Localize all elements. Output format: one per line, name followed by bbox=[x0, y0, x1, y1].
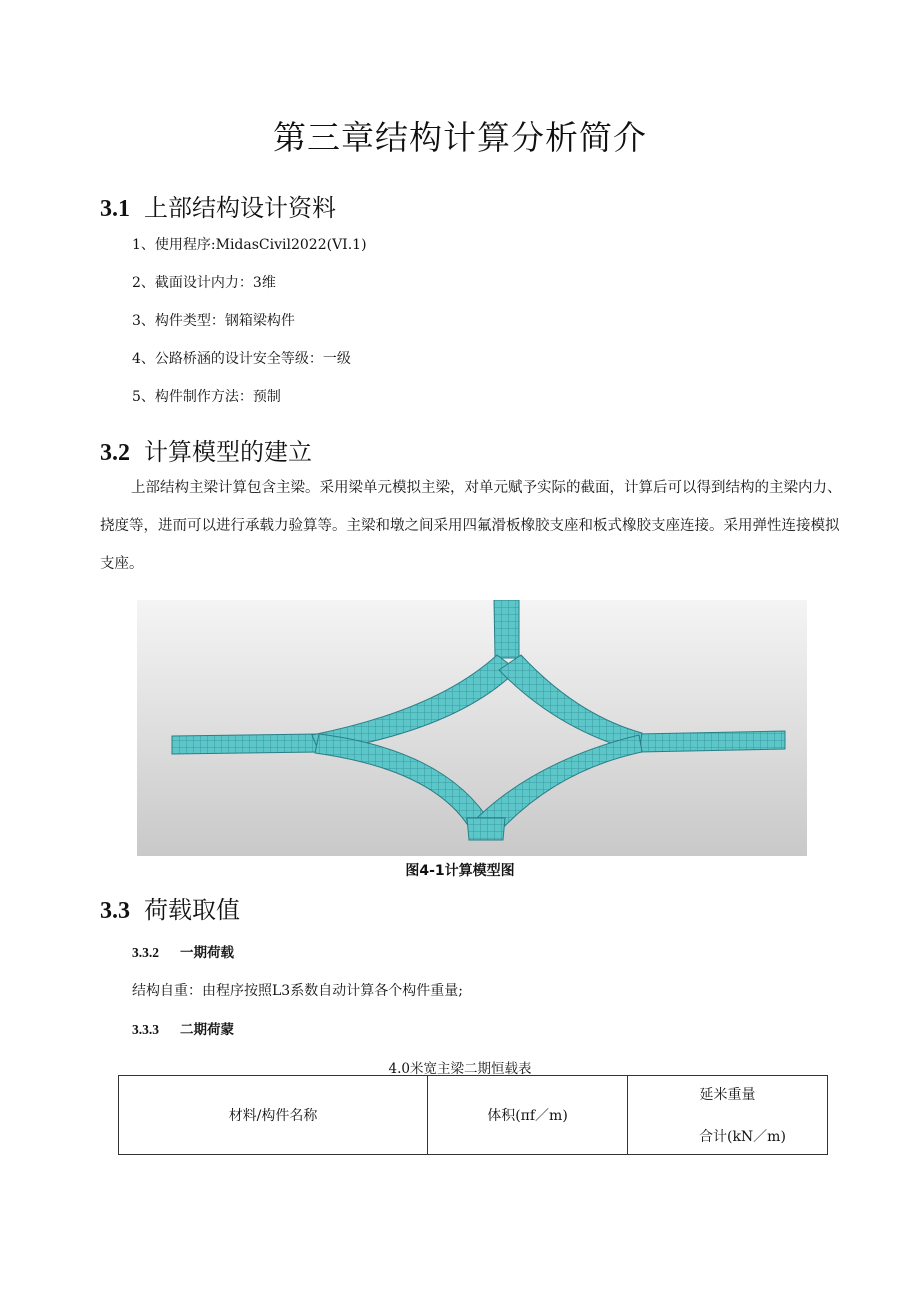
section-title: 荷载取值 bbox=[144, 896, 240, 924]
subsection-title: 一期荷载 bbox=[180, 945, 234, 961]
body-paragraph: 上部结构主梁计算包含主梁。采用梁单元模拟主梁，对单元赋予实际的截面，计算后可以得到结构的主梁内力、挠度等，进而可以进行承载力验算等。主梁和墩之间采用四氟滑板橡胶支座和板式橡胶支座连接。采用弹性连接模拟支座。 bbox=[100, 480, 842, 572]
subsection-title: 二期荷蒙 bbox=[180, 1022, 234, 1038]
bridge-mesh-model bbox=[137, 600, 807, 856]
section-heading-3-1 bbox=[100, 188, 336, 223]
figure-caption: 图4-1计算模型图 bbox=[405, 863, 515, 879]
section-number: 3.2 bbox=[100, 440, 130, 466]
list-item: 2、截面设计内力：3维 bbox=[132, 275, 276, 291]
table-title: 4.0米宽主梁二期恒载表 bbox=[388, 1061, 532, 1077]
section-title: 上部结构设计资料 bbox=[144, 194, 336, 222]
list-item: 3、构件类型：钢箱梁构件 bbox=[132, 313, 295, 329]
section-heading-3-3 bbox=[100, 890, 240, 925]
section-heading-3-2 bbox=[100, 432, 312, 467]
header-weight-line1: 延米重量 bbox=[699, 1087, 756, 1103]
body-text: 结构自重：由程序按照L3系数自动计算各个构件重量; bbox=[132, 983, 463, 999]
header-weight-line2: 合计(kN／m) bbox=[698, 1129, 786, 1145]
list-item: 4、公路桥涵的设计安全等级：一级 bbox=[132, 351, 351, 367]
table-header-row bbox=[119, 1076, 828, 1155]
section-title: 计算模型的建立 bbox=[144, 438, 312, 466]
header-material: 材料/构件名称 bbox=[119, 1076, 428, 1155]
subsection-heading-3-3-3 bbox=[132, 1018, 234, 1038]
section-number: 3.3 bbox=[100, 898, 130, 924]
header-volume: 体积(πf／m) bbox=[428, 1076, 628, 1155]
subsection-heading-3-3-2 bbox=[132, 941, 234, 961]
list-item: 1、使用程序:MidasCivil2022(VI.1) bbox=[132, 237, 367, 253]
load-table bbox=[118, 1075, 828, 1155]
chapter-title: 第三章结构计算分析简介 bbox=[273, 118, 647, 157]
header-weight bbox=[627, 1076, 827, 1155]
section-number: 3.1 bbox=[100, 196, 130, 222]
subsection-number: 3.3.3 bbox=[132, 1022, 159, 1037]
subsection-number: 3.3.2 bbox=[132, 945, 159, 960]
list-item: 5、构件制作方法：预制 bbox=[132, 389, 281, 405]
model-figure bbox=[137, 600, 807, 856]
